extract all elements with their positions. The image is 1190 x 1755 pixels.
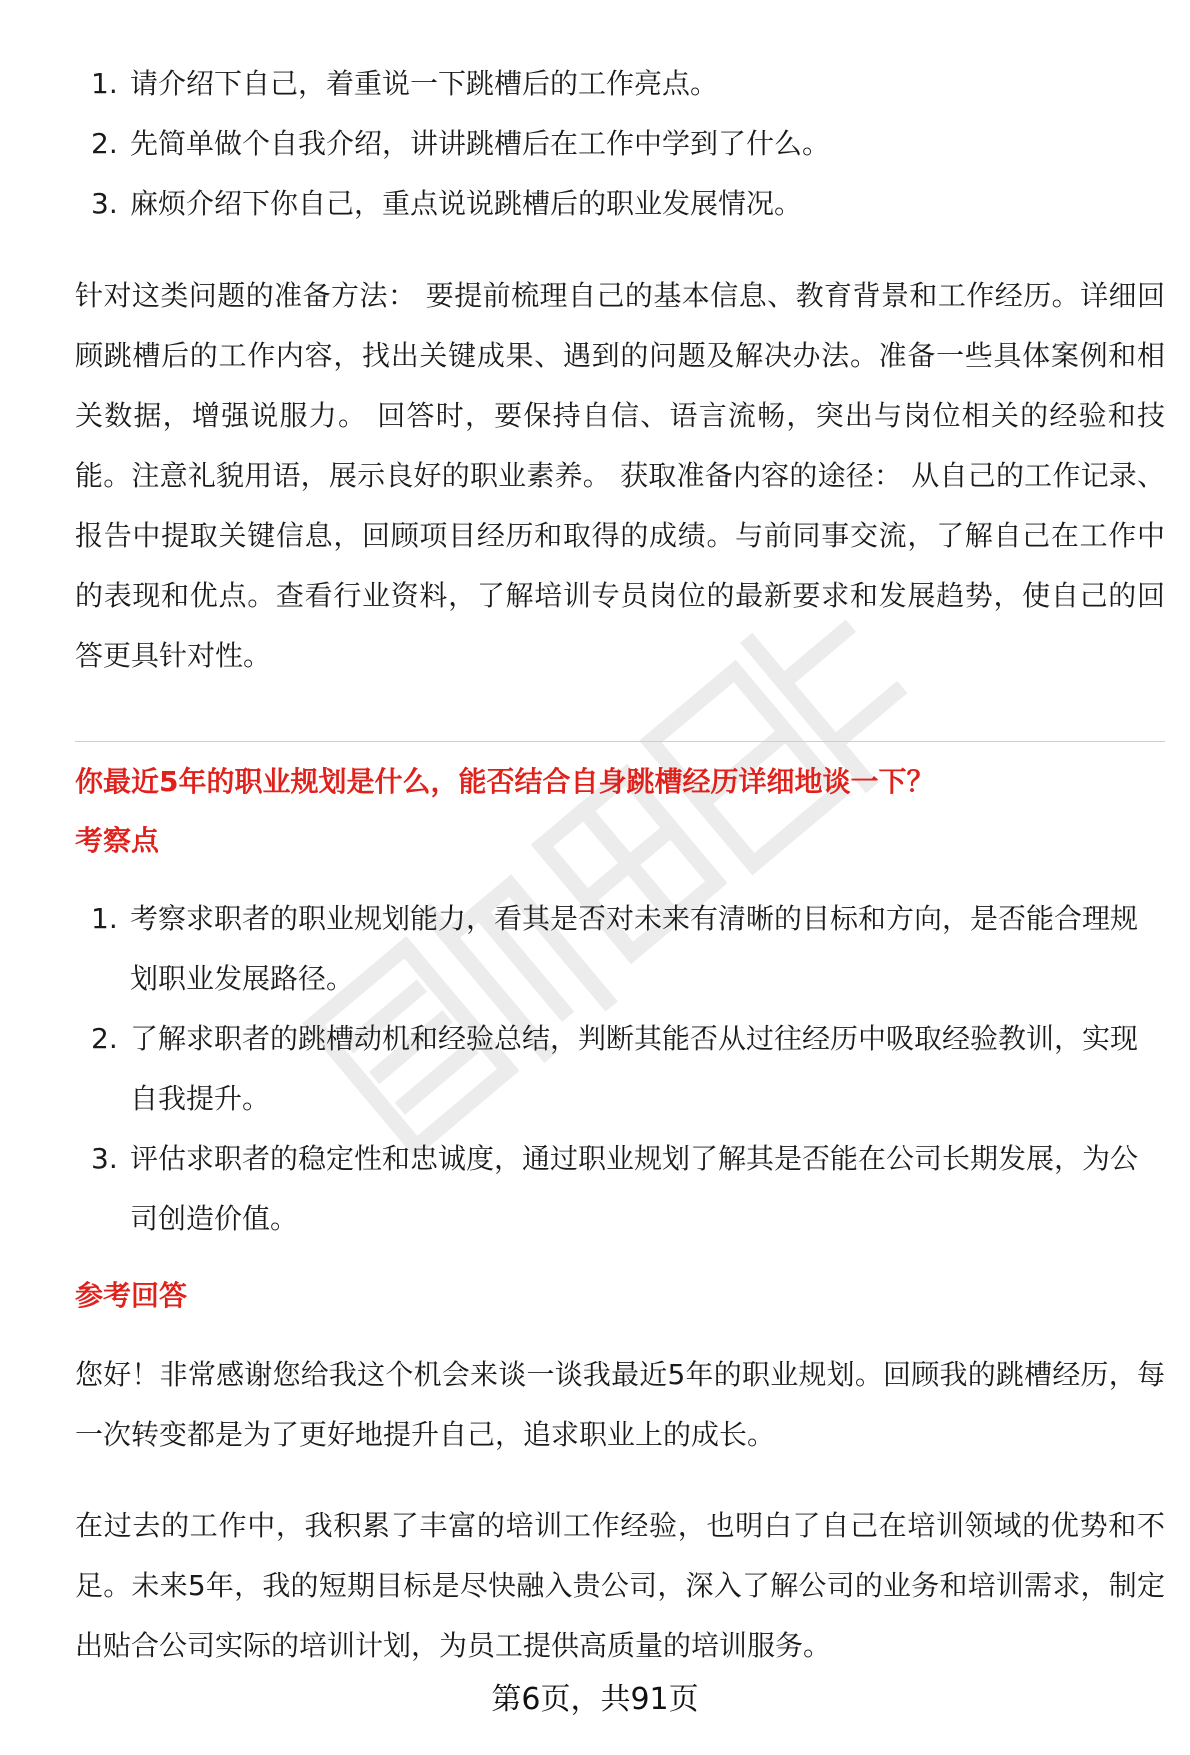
list-item-text: 考察求职者的职业规划能力，看其是否对未来有清晰的目标和方向，是否能合理规划职业发展路径。 [130,902,1139,995]
list-number: 1. [91,67,118,100]
list-number: 3. [91,187,118,220]
examine-points-heading: 考察点 [75,824,160,857]
list-item [75,1129,1165,1249]
list-item [75,1009,1165,1129]
list-item [75,54,1165,114]
list-item-text: 先简单做个自我介绍，讲讲跳槽后在工作中学到了什么。 [130,127,831,160]
list-item [75,174,1165,234]
examine-points-list [75,889,1165,1249]
answer-paragraph: 在过去的工作中，我积累了丰富的培训工作经验，也明白了自己在培训领域的优势和不足。未来5年，我的短期目标是尽快融入贵公司，深入了解公司的业务和培训需求，制定出贴合公司实际的培训计划，为员工提供高质量的培训服务。 [75,1509,1165,1662]
preparation-paragraph: 针对这类问题的准备方法： 要提前梳理自己的基本信息、教育背景和工作经历。详细回顾跳槽后的工作内容，找出关键成果、遇到的问题及解决办法。准备一些具体案例和相关数据，增强说服力。 回答时，要保持自信、语言流畅，突出与岗位相关的经验和技能。注意礼貌用语，展示良好的职业素养。 获取准备内容的途径： 从自己的工作记录、报告中提取关键信息，回顾项目经历和取得的成绩。与前同事交流，了解自己在工作中的表现和优点。查看行业资料，了解培训专员岗位的最新要求和发展趋势，使自己的回答更具针对性。 [75,279,1165,672]
list-item-text: 评估求职者的稳定性和忠诚度，通过职业规划了解其是否能在公司长期发展，为公司创造价值。 [130,1142,1139,1235]
intro-question-list [75,54,1165,234]
list-number: 2. [91,127,118,160]
reference-answer-heading: 参考回答 [75,1279,188,1312]
list-item-text: 麻烦介绍下你自己，重点说说跳槽后的职业发展情况。 [130,187,803,220]
question-heading: 你最近5年的职业规划是什么，能否结合自身跳槽经历详细地谈一下？ [75,765,935,798]
list-item [75,114,1165,174]
list-number: 2. [91,1022,118,1055]
list-item-text: 了解求职者的跳槽动机和经验总结，判断其能否从过往经历中吸取经验教训，实现自我提升。 [130,1022,1139,1115]
list-number: 3. [91,1142,118,1175]
list-number: 1. [91,902,118,935]
answer-paragraph: 您好！非常感谢您给我这个机会来谈一谈我最近5年的职业规划。回顾我的跳槽经历，每一次转变都是为了更好地提升自己，追求职业上的成长。 [75,1358,1165,1451]
page-number-footer: 第6页，共91页 [491,1682,699,1717]
list-item [75,889,1165,1009]
list-item-text: 请介绍下自己，着重说一下跳槽后的工作亮点。 [130,67,719,100]
section-divider [75,741,1165,742]
